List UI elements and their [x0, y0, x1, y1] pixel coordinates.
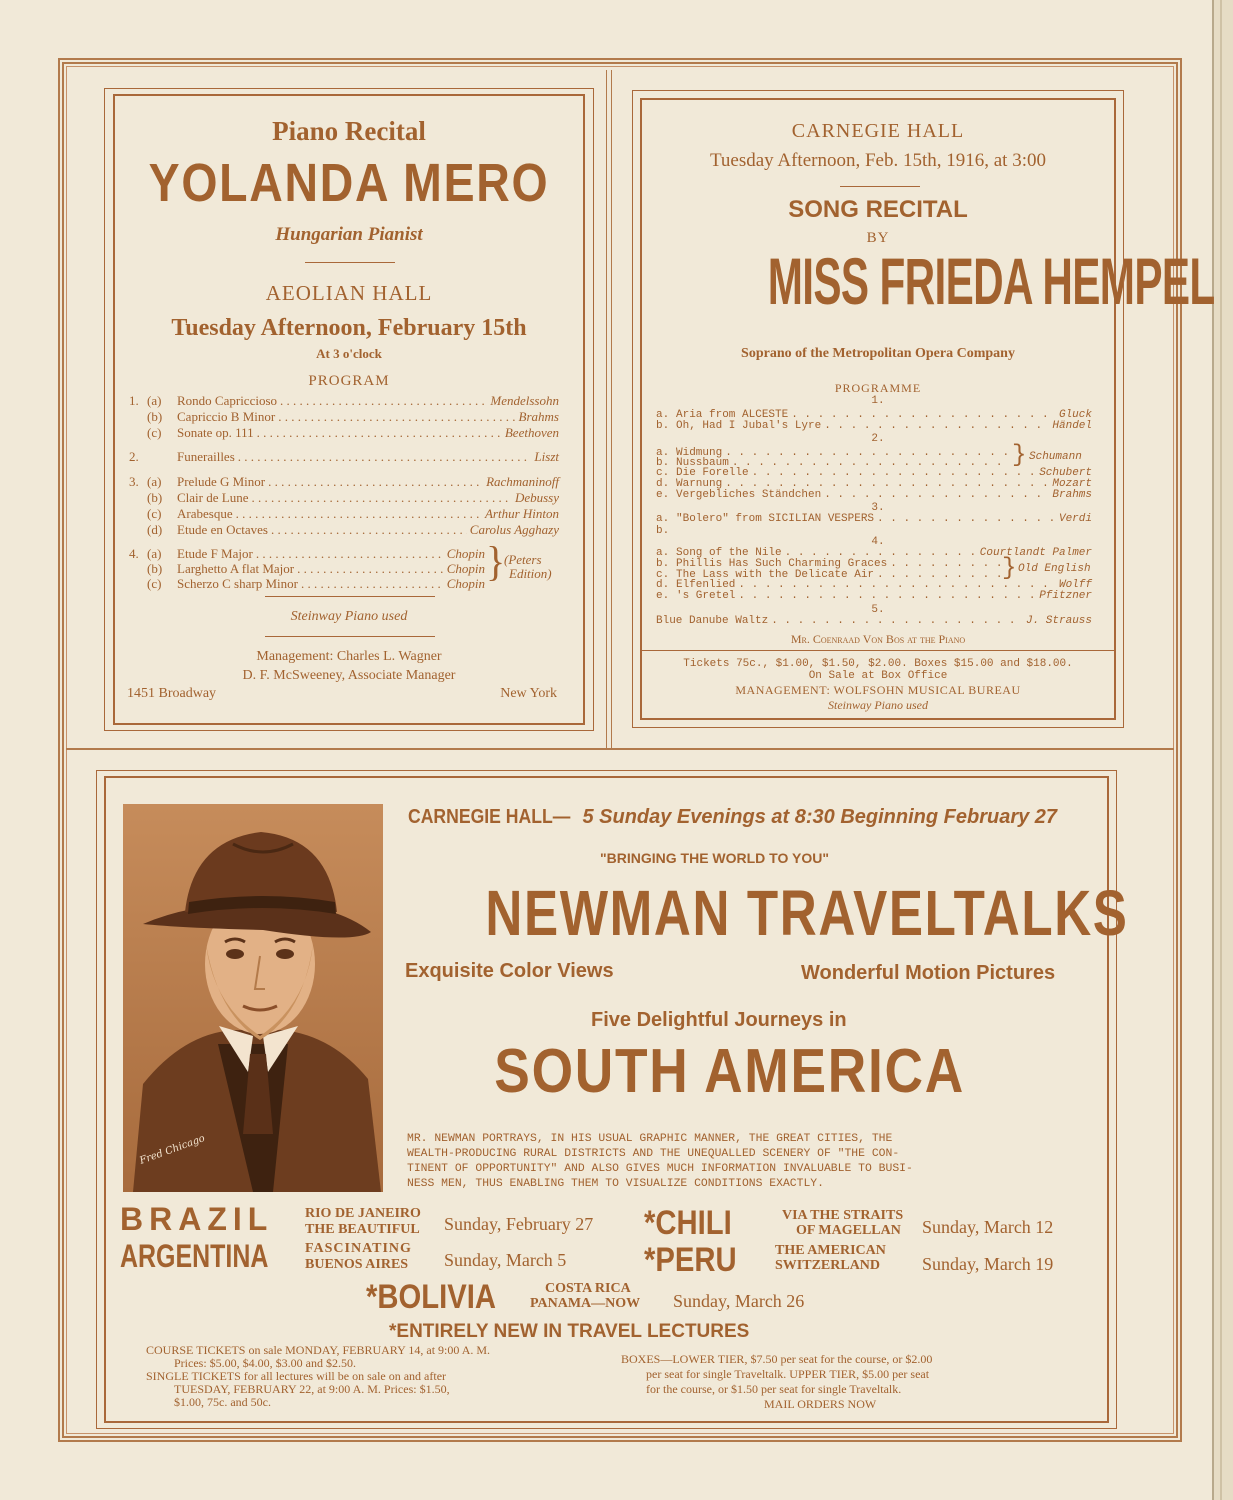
hempel-program-heading: PROGRAMME	[834, 381, 922, 395]
hempel-row-title: Aria from ALCESTE	[676, 409, 789, 421]
lecture-brazil-country: BRAZIL	[120, 1201, 274, 1237]
newman-portrait	[123, 804, 383, 1192]
vertical-divider	[606, 70, 612, 748]
newman-course-line: TUESDAY, FEBRUARY 22, at 9:00 A. M. Prices: $1.50,	[174, 1382, 450, 1396]
mero-associate: D. F. McSweeney, Associate Manager	[242, 668, 456, 683]
mero-row-composer: Chopin	[446, 576, 485, 591]
lecture-argentina	[120, 1238, 310, 1275]
hempel-old-english: Old English	[1018, 563, 1091, 575]
hempel-row-title: Nussbaum	[676, 457, 729, 469]
hempel-row-composer: Händel	[1052, 420, 1092, 432]
mero-row-sub: (a)	[147, 546, 162, 561]
hempel-g5-composer: J. Strauss	[1025, 615, 1092, 627]
mero-row-composer: Chopin	[446, 561, 485, 576]
lecture-chili-date: Sunday, March 12	[922, 1217, 1054, 1237]
mero-program-heading: PROGRAM	[308, 373, 390, 389]
mero-row-sub: (b)	[147, 409, 163, 424]
hempel-by: BY	[866, 230, 890, 246]
mero-row-title: Scherzo C sharp Minor	[177, 576, 298, 591]
hempel-row-composer: Schubert	[1039, 467, 1092, 479]
hempel-row-composer: Brahms	[1052, 489, 1092, 501]
hempel-row-title: Widmung	[676, 447, 723, 459]
mero-subtitle: Hungarian Pianist	[275, 224, 423, 245]
mero-row-title: Rondo Capriccioso	[177, 393, 278, 408]
hempel-sale: On Sale at Box Office	[808, 670, 948, 682]
hempel-row-sub: a.	[656, 447, 670, 459]
newman-box-line: per seat for single Traveltalk. UPPER TIER, $5.00 per seat	[646, 1367, 930, 1381]
hempel-row-sub: e.	[656, 489, 670, 501]
mero-row-composer: Liszt	[534, 449, 559, 464]
mero-row-composer: Carolus Agghazy	[469, 522, 559, 537]
newman-course-line: $1.00, 75c. and 50c.	[174, 1395, 271, 1409]
hempel-schumann: Schumann	[1029, 451, 1082, 463]
lecture-peru	[644, 1241, 752, 1280]
hempel-row-title: Song of the Nile	[676, 547, 782, 559]
hempel-row-sub: b.	[656, 420, 670, 432]
newman-headline-rest: 5 Sunday Evenings at 8:30 Beginning February 27	[582, 806, 1058, 828]
mero-ad-inner-frame	[104, 88, 594, 731]
mero-row-composer: Rachmaninoff	[486, 474, 559, 489]
photo-signature: Fred Chicago	[138, 1133, 207, 1167]
hempel-row-title: Die Forelle	[676, 467, 749, 479]
hempel-kind: SONG RECITAL	[788, 196, 968, 223]
lecture-brazil	[120, 1201, 273, 1238]
hempel-accompanist: Mr. Coenraad Von Bos at the Piano	[790, 632, 966, 646]
mero-row-sub: (a)	[147, 393, 162, 408]
hempel-brace-1: }	[1012, 442, 1027, 469]
mero-row-title: Sonate op. 111	[177, 425, 254, 440]
mero-row-sub: (c)	[147, 425, 162, 440]
mero-row-sub: (b)	[147, 561, 163, 576]
lecture-argentina-sub1: FASCINATING	[305, 1241, 412, 1256]
hempel-g5-title: Blue Danube Waltz	[656, 615, 769, 627]
hempel-row-title: Phillis Has Such Charming Graces	[676, 558, 888, 570]
hempel-brace-2: }	[1002, 555, 1017, 582]
lecture-bolivia-sub2: PANAMA—NOW	[530, 1296, 641, 1311]
newman-description-line: NESS MEN, THUS ENABLING THEM TO VISUALIZE CONDITIONS EXACTLY.	[407, 1178, 824, 1190]
hempel-row-title: The Lass with the Delicate Air	[676, 569, 875, 581]
newman-course-line: Prices: $5.00, $4.00, $3.00 and $2.50.	[174, 1356, 356, 1370]
hempel-row-title: 's Gretel	[676, 590, 736, 602]
mero-row-composer: Brahms	[518, 409, 559, 424]
mero-row-number: 3.	[129, 474, 139, 489]
lecture-peru-date: Sunday, March 19	[922, 1254, 1054, 1274]
hempel-row-composer: Courtlandt Palmer	[979, 547, 1092, 559]
lecture-bolivia-country: *BOLIVIA	[366, 1278, 496, 1316]
mero-address: 1451 Broadway	[127, 686, 217, 701]
mero-row-composer: Beethoven	[504, 425, 559, 440]
mero-row-title: Capriccio B Minor	[177, 409, 276, 424]
hempel-row-title: Warnung	[676, 478, 723, 490]
hempel-group-5: 5.	[871, 604, 885, 616]
newman-slogan: "BRINGING THE WORLD TO YOU"	[600, 850, 829, 866]
newman-description-line: TINENT OF OPPORTUNITY" AND ALSO GIVES MUCH INFORMATION INVALUABLE TO BUSI-	[407, 1163, 913, 1175]
newman-box-line: for the course, or $1.50 per seat for single Traveltalk.	[646, 1382, 902, 1396]
hempel-row-composer: Pfitzner	[1039, 590, 1092, 602]
mero-row-number: 2.	[129, 449, 139, 464]
newman-headline-venue: CARNEGIE HALL—	[408, 806, 571, 828]
hempel-name: MISS FRIEDA HEMPEL	[767, 244, 1215, 318]
newman-description-line: MR. NEWMAN PORTRAYS, IN HIS USUAL GRAPHIC MANNER, THE GREAT CITIES, THE	[407, 1133, 893, 1145]
hempel-piano: Steinway Piano used	[828, 698, 928, 712]
mero-name: YOLANDA MERO	[148, 153, 550, 213]
hempel-row-sub: d.	[656, 478, 670, 490]
mero-date: Tuesday Afternoon, February 15th	[171, 315, 527, 341]
hempel-group-1: 1.	[871, 395, 885, 407]
mero-row-number: 4.	[129, 546, 139, 561]
lecture-argentina-country: ARGENTINA	[120, 1238, 269, 1274]
mero-row-title: Prelude G Minor	[177, 474, 266, 489]
hempel-g3-a-title: "Bolero" from SICILIAN VESPERS	[676, 513, 875, 525]
lecture-chili-sub1: VIA THE STRAITS	[782, 1208, 904, 1223]
hempel-row-sub: e.	[656, 590, 670, 602]
mero-row-title: Arabesque	[177, 506, 233, 521]
hempel-group-3: 3.	[871, 502, 885, 514]
hempel-management: MANAGEMENT: WOLFSOHN MUSICAL BUREAU	[735, 683, 1021, 697]
hempel-subtitle: Soprano of the Metropolitan Opera Company	[741, 346, 1015, 361]
lecture-brazil-sub1: RIO DE JANEIRO	[305, 1206, 421, 1221]
newman-course-line: COURSE TICKETS on sale MONDAY, FEBRUARY 14, at 9:00 A. M.	[146, 1343, 491, 1357]
mero-row-number: 1.	[129, 393, 139, 408]
mero-row-composer: Debussy	[514, 490, 559, 505]
newman-course-line: SINGLE TICKETS for all lectures will be on sale on and after	[146, 1369, 447, 1383]
hempel-row-sub: c.	[656, 467, 670, 479]
mero-row-sub: (c)	[147, 576, 162, 591]
hempel-row-sub: b.	[656, 457, 670, 469]
mero-piano: Steinway Piano used	[290, 609, 408, 624]
lecture-chili	[644, 1204, 746, 1243]
lecture-bolivia-sub1: COSTA RICA	[545, 1281, 631, 1296]
lecture-bolivia-date: Sunday, March 26	[673, 1291, 805, 1311]
mero-row-sub: (a)	[147, 474, 162, 489]
mero-row-title: Larghetto A flat Major	[177, 561, 295, 576]
portrait-illustration	[123, 804, 383, 1192]
mero-edition-1: (Peters	[504, 552, 542, 567]
mero-city: New York	[500, 686, 557, 701]
mero-row-title: Etude en Octaves	[177, 522, 268, 537]
newman-journeys: Five Delightful Journeys in	[591, 1009, 847, 1031]
hempel-group-4: 4.	[871, 536, 885, 548]
lecture-peru-country: *PERU	[644, 1241, 737, 1279]
hempel-row-title: Oh, Had I Jubal's Lyre	[676, 420, 822, 432]
lecture-chili-sub2: OF MAGELLAN	[796, 1223, 901, 1238]
hempel-g3-b: b.	[656, 525, 670, 537]
hempel-row-sub: d.	[656, 579, 670, 591]
hempel-row-sub: a.	[656, 409, 670, 421]
lecture-peru-sub1: THE AMERICAN	[775, 1243, 886, 1258]
newman-new-note: *ENTIRELY NEW IN TRAVEL LECTURES	[389, 1321, 750, 1342]
lecture-bolivia	[366, 1278, 517, 1317]
newman-box-line: MAIL ORDERS NOW	[764, 1397, 877, 1411]
hempel-g3-a-composer: Verdi	[1058, 513, 1092, 525]
lecture-chili-country: *CHILI	[644, 1204, 732, 1242]
mero-row-title: Etude F Major	[177, 546, 253, 561]
newman-box-line: BOXES—LOWER TIER, $7.50 per seat for the course, or $2.00	[621, 1352, 933, 1366]
mero-row-title: Funerailles	[177, 449, 235, 464]
hempel-row-title: Vergebliches Ständchen	[676, 489, 822, 501]
binding-gutter	[1212, 0, 1233, 1500]
mero-row-composer: Arthur Hinton	[484, 506, 559, 521]
mero-management: Management: Charles L. Wagner	[256, 649, 442, 664]
hempel-row-composer: Gluck	[1058, 409, 1092, 421]
mero-venue: AEOLIAN HALL	[265, 281, 433, 305]
hempel-row-composer: Mozart	[1052, 478, 1092, 490]
mero-row-title: Clair de Lune	[177, 490, 249, 505]
lecture-argentina-date: Sunday, March 5	[444, 1250, 567, 1270]
hempel-g3-a-sub: a.	[656, 513, 670, 525]
hempel-row-composer: Wolff	[1058, 579, 1092, 591]
newman-description-line: WEALTH-PRODUCING RURAL DISTRICTS AND THE UNEQUALLED SCENERY OF "THE CON-	[407, 1148, 900, 1160]
horizontal-divider	[66, 748, 1174, 750]
hempel-venue: CARNEGIE HALL	[791, 120, 965, 142]
mero-row-sub: (c)	[147, 506, 162, 521]
mero-edition-2: Edition)	[509, 566, 552, 581]
mero-row-sub: (b)	[147, 490, 163, 505]
mero-brace: }	[486, 537, 506, 586]
newman-feature-left: Exquisite Color Views	[405, 960, 614, 982]
hempel-tickets: Tickets 75c., $1.00, $1.50, $2.00. Boxes $15.00 and $18.00.	[683, 658, 1073, 670]
hempel-date: Tuesday Afternoon, Feb. 15th, 1916, at 3:00	[709, 150, 1046, 171]
hempel-row-sub: a.	[656, 547, 670, 559]
lecture-argentina-sub2: BUENOS AIRES	[305, 1257, 409, 1272]
mero-row-composer: Chopin	[446, 546, 485, 561]
newman-region: SOUTH AMERICA	[494, 1037, 966, 1106]
mero-row-composer: Mendelssohn	[490, 393, 559, 408]
hempel-ad-inner-frame	[632, 90, 1124, 728]
newman-title: NEWMAN TRAVELTALKS	[485, 877, 1129, 949]
hempel-row-sub: b.	[656, 558, 670, 570]
hempel-row-sub: c.	[656, 569, 670, 581]
lecture-brazil-date: Sunday, February 27	[444, 1214, 594, 1234]
newman-feature-right: Wonderful Motion Pictures	[801, 962, 1056, 984]
lecture-brazil-sub2: THE BEAUTIFUL	[305, 1222, 420, 1237]
mero-time: At 3 o'clock	[316, 346, 382, 361]
hempel-group-2: 2.	[871, 433, 885, 445]
mero-row-sub: (d)	[147, 522, 163, 537]
hempel-row-title: Elfenlied	[676, 579, 736, 591]
mero-kicker: Piano Recital	[272, 116, 426, 146]
lecture-peru-sub2: SWITZERLAND	[775, 1258, 881, 1273]
